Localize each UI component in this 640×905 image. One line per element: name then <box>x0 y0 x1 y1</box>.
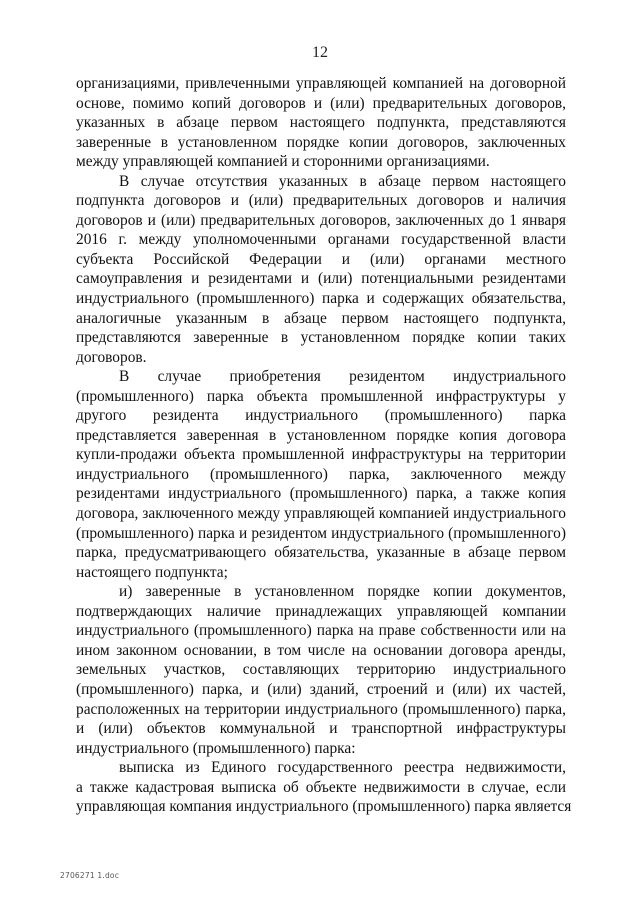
text-line: В случае отсутствия указанных в абзаце первом настоящего <box>119 172 566 190</box>
text-line: (промышленного) парка объекта промышленной инфраструктуры у <box>76 387 566 405</box>
text-line: индустриального (промышленного) парка на праве собственности или на <box>76 622 566 640</box>
text-line: управляющая компания индустриального (промышленного) парка является <box>76 798 572 816</box>
document-body <box>76 74 572 817</box>
text-line: представляется заверенная в установленном порядке копия договора <box>76 426 566 444</box>
text-line: указанных в абзаце первом настоящего подпункта, представляются <box>76 114 566 132</box>
paragraph <box>76 582 566 758</box>
text-line: договоров. <box>76 348 147 366</box>
text-line: самоуправления и резидентами и (или) потенциальными резидентами <box>76 270 566 288</box>
text-line: договора, заключенного между управляющей компанией индустриального <box>76 505 566 523</box>
text-line: индустриального (промышленного) парка и содержащих обязательства, <box>76 290 566 308</box>
text-line: выписка из Единого государственного реестра недвижимости, <box>119 759 566 777</box>
text-line: (промышленного) парка, и (или) зданий, строений и (или) их частей, <box>76 680 566 698</box>
text-line: заверенные в установленном порядке копии договоров, заключенных <box>76 133 566 151</box>
text-line: другого резидента индустриального (промышленного) парка <box>76 407 566 425</box>
text-line: подпункта договоров и (или) предварительных договоров и наличия <box>76 192 566 210</box>
paragraph <box>76 74 566 172</box>
text-line: подтверждающих наличие принадлежащих управляющей компании <box>76 602 566 620</box>
text-line: между управляющей компанией и сторонними организациями. <box>76 153 490 171</box>
page-number: 12 <box>312 44 328 61</box>
text-line: В случае приобретения резидентом индустриального <box>119 368 566 386</box>
text-line: и (или) объектов коммунальной и транспортной инфраструктуры <box>76 720 566 738</box>
paragraph <box>76 367 566 582</box>
text-line: ином законном основании, в том числе на основании договора аренды, <box>76 641 566 659</box>
text-line: договоров и (или) предварительных договоров, заключенных до 1 января <box>76 211 566 229</box>
text-line: индустриального (промышленного) парка, заключенного между <box>76 465 566 483</box>
text-line: парка, предусматривающего обязательства, указанные в абзаце первом <box>76 544 566 562</box>
text-line: представляются заверенные в установленном порядке копии таких <box>76 329 566 347</box>
text-line: и) заверенные в установленном порядке копии документов, <box>119 583 566 601</box>
footer-document-code: 2706271 1.doc <box>60 871 120 880</box>
text-line: индустриального (промышленного) парка: <box>76 739 356 757</box>
text-line: настоящего подпункта; <box>76 563 228 581</box>
text-line: субъекта Российской Федерации и (или) органами местного <box>76 250 566 268</box>
text-line: расположенных на территории индустриального (промышленного) парка, <box>76 700 566 718</box>
text-line: 2016 г. между уполномоченными органами государственной власти <box>76 231 566 249</box>
text-line: а также кадастровая выписка об объекте недвижимости в случае, если <box>76 778 566 796</box>
text-line: резидентами индустриального (промышленного) парка, а также копия <box>76 485 566 503</box>
paragraph <box>76 758 572 817</box>
text-line: купли-продажи объекта промышленной инфраструктуры на территории <box>76 446 566 464</box>
text-line: земельных участков, составляющих территорию индустриального <box>76 661 566 679</box>
text-line: организациями, привлеченными управляющей компанией на договорной <box>76 75 566 92</box>
text-line: аналогичные указанным в абзаце первом настоящего подпункта, <box>76 309 566 327</box>
paragraph <box>76 172 566 367</box>
text-line: основе, помимо копий договоров и (или) предварительных договоров, <box>76 94 566 112</box>
text-line: (промышленного) парка и резидентом индустриального (промышленного) <box>76 524 566 542</box>
